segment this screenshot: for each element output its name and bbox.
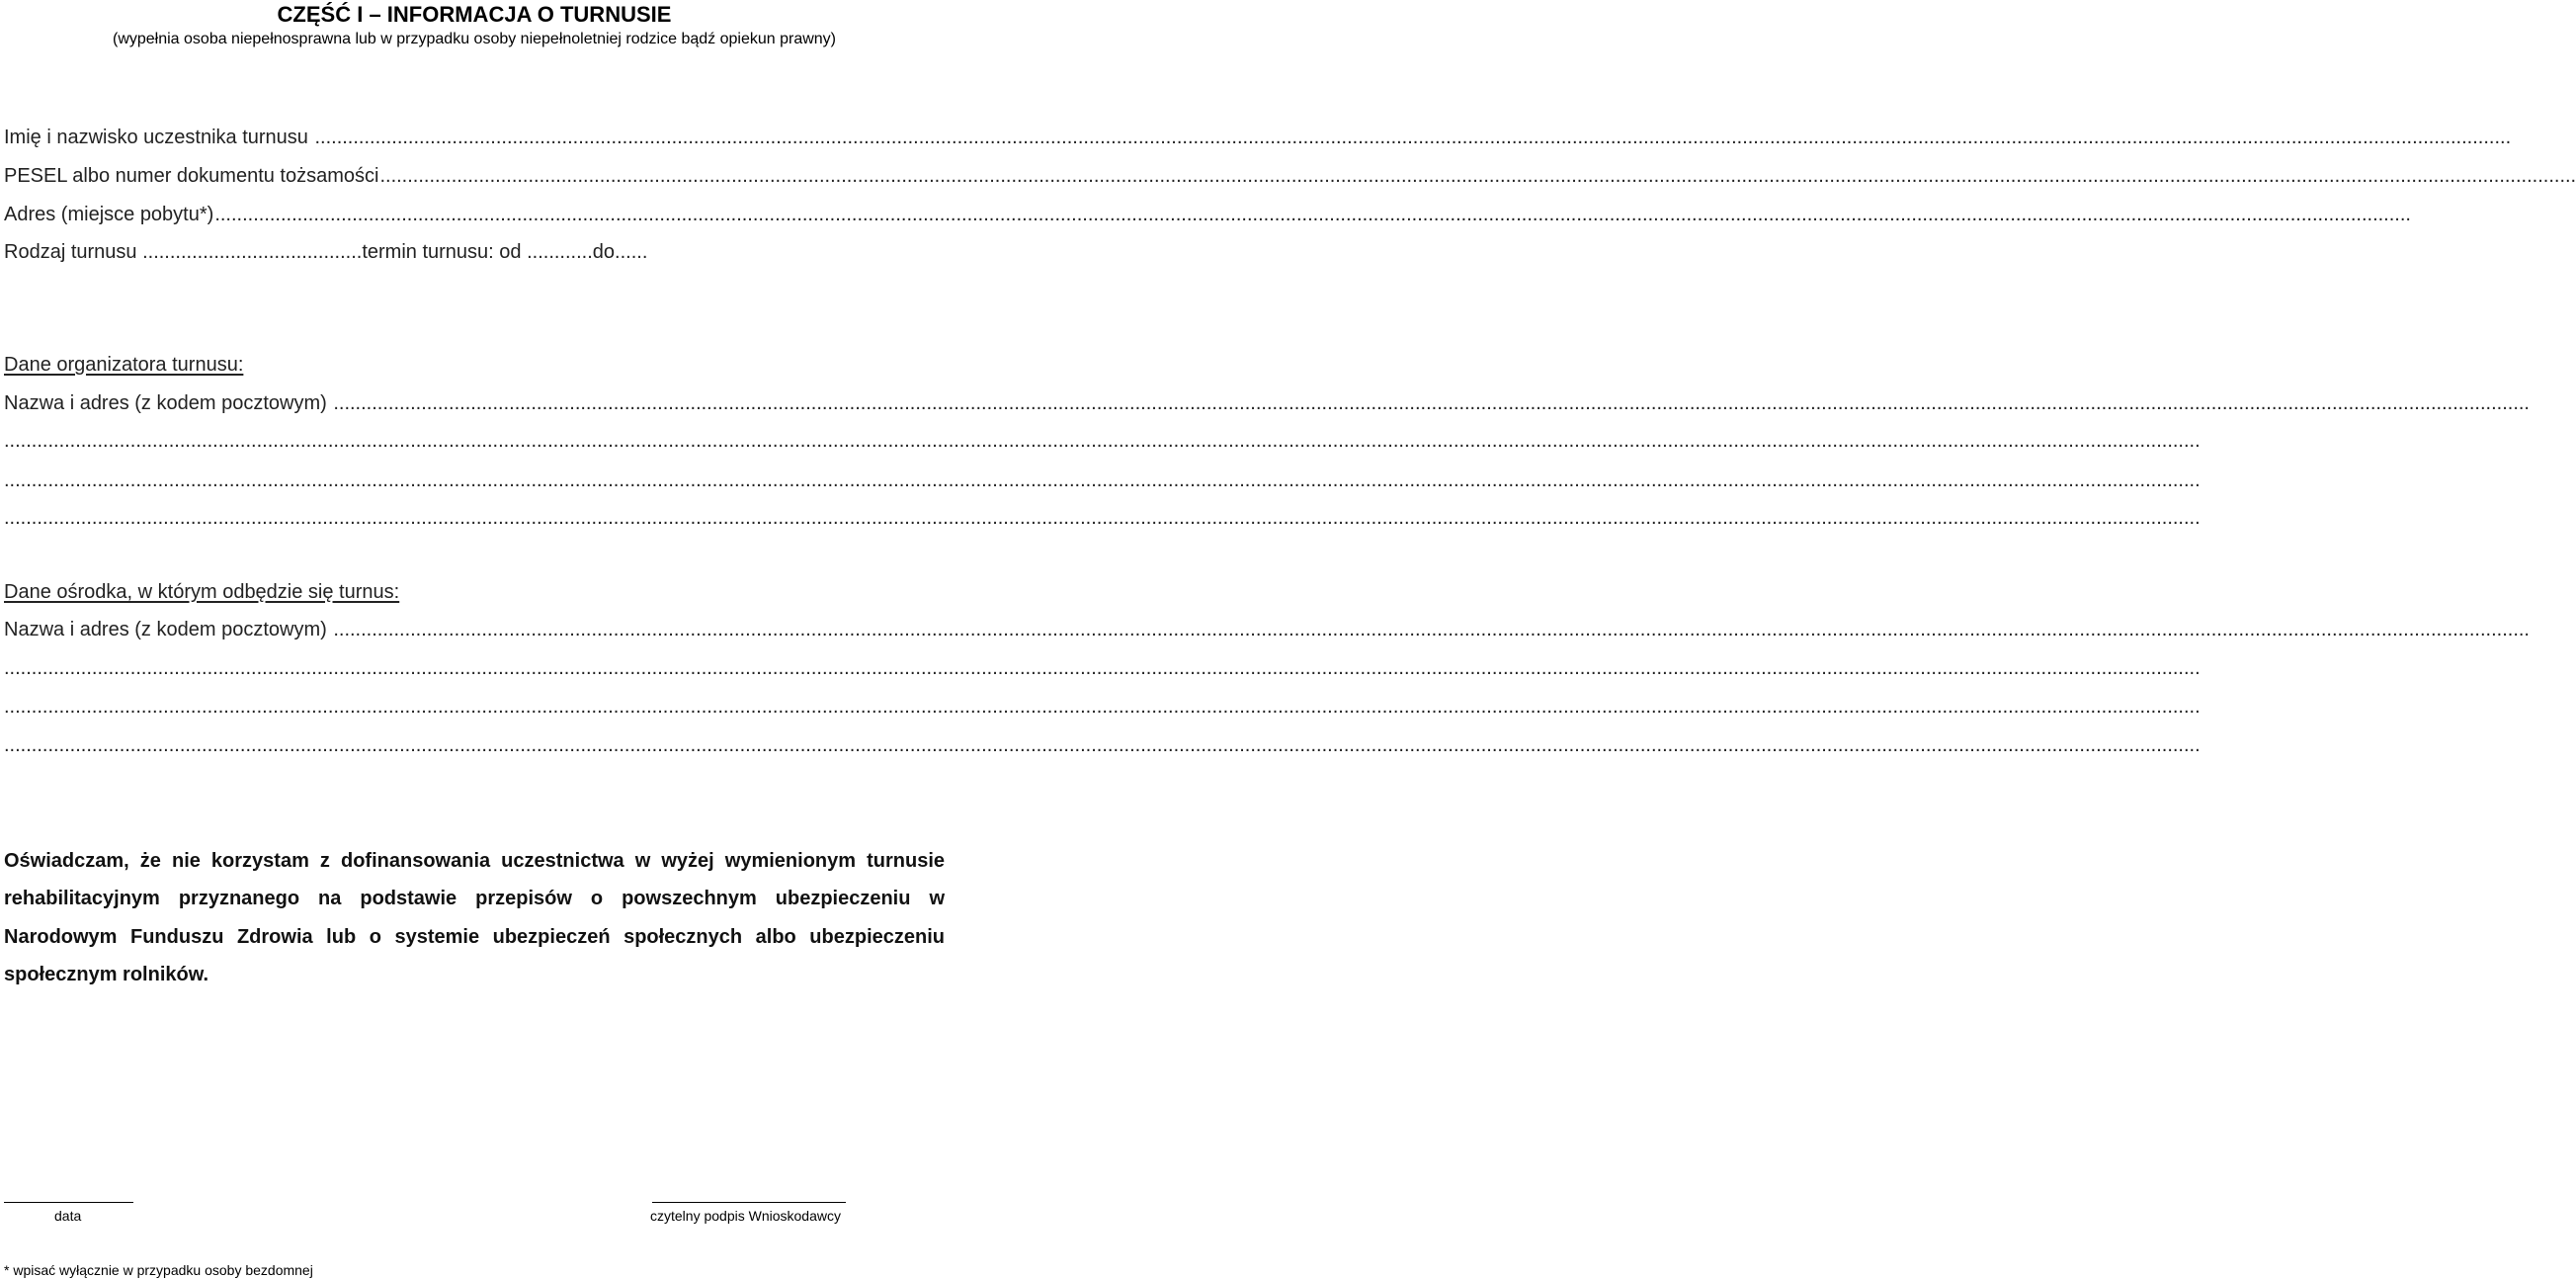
address-field[interactable] — [4, 201, 2411, 228]
declaration-statement: Oświadczam, że nie korzystam z dofinansowania uczestnictwa w wyżej wymienionym turnusie rehabilitacyjnym przyznanego na podstawie przepisów o powszechnym ubezpieczeniu w Narodowym Funduszu Zdrowia lub o systemie ubezpieczeń społecznych albo ubezpieczeniu społecznym rolników. — [4, 850, 945, 985]
turnus-type-field[interactable] — [4, 238, 945, 266]
center-heading: Dane ośrodka, w którym odbędzie się turnus: — [4, 581, 400, 603]
center-address-line-4[interactable] — [4, 731, 2201, 759]
term-to-label: do — [592, 241, 616, 263]
dot-leader-short: ........................................ — [142, 241, 363, 263]
dot-leader: ................................................................................................................................................................................................................................................................................................................................................................................................................ — [4, 430, 2201, 452]
dot-leader-short: ............ — [527, 241, 593, 263]
form-subtitle: (wypełnia osoba niepełnosprawna lub w przypadku osoby niepełnoletniej rodzice bądź opiekun prawny) — [112, 31, 836, 47]
dot-leader: ................................................................................................................................................................................................................................................................................................................................................................................................................ — [379, 165, 2576, 187]
date-signature-line[interactable] — [4, 1202, 133, 1203]
center-address-field[interactable] — [4, 616, 2530, 643]
organizer-address-label: Nazwa i adres (z kodem pocztowym) — [4, 392, 333, 414]
organizer-address-field[interactable] — [4, 389, 2530, 417]
signature-label: czytelny podpis Wnioskodawcy — [650, 1208, 841, 1224]
signature-line[interactable] — [652, 1202, 846, 1203]
dot-leader: ................................................................................................................................................................................................................................................................................................................................................................................................................ — [214, 204, 2411, 225]
center-address-line-3[interactable] — [4, 693, 2201, 721]
trailing-dots: ...... — [615, 241, 648, 263]
turnus-type-label: Rodzaj turnusu — [4, 241, 143, 263]
dot-leader: ................................................................................................................................................................................................................................................................................................................................................................................................................ — [333, 392, 2530, 414]
term-from-label: termin turnusu: od — [362, 241, 528, 263]
dot-leader: ................................................................................................................................................................................................................................................................................................................................................................................................................ — [4, 507, 2201, 529]
dot-leader: ................................................................................................................................................................................................................................................................................................................................................................................................................ — [4, 657, 2201, 679]
organizer-address-line-2[interactable] — [4, 427, 2201, 455]
footnote: * wpisać wyłącznie w przypadku osoby bezdomnej — [4, 1262, 313, 1278]
dot-leader: ................................................................................................................................................................................................................................................................................................................................................................................................................ — [333, 619, 2530, 640]
pesel-field[interactable] — [4, 162, 2576, 190]
organizer-address-line-4[interactable] — [4, 504, 2201, 532]
form-title: CZĘŚĆ I – INFORMACJA O TURNUSIE — [277, 2, 672, 27]
center-address-line-2[interactable] — [4, 654, 2201, 682]
address-label: Adres (miejsce pobytu*) — [4, 204, 214, 225]
dot-leader: ................................................................................................................................................................................................................................................................................................................................................................................................................ — [4, 469, 2201, 491]
organizer-address-line-3[interactable] — [4, 467, 2201, 494]
dot-leader: ................................................................................................................................................................................................................................................................................................................................................................................................................ — [314, 127, 2512, 148]
date-label: data — [54, 1208, 82, 1224]
dot-leader: ................................................................................................................................................................................................................................................................................................................................................................................................................ — [4, 734, 2201, 756]
center-address-label: Nazwa i adres (z kodem pocztowym) — [4, 619, 333, 640]
participant-name-field[interactable] — [4, 124, 2512, 151]
pesel-label: PESEL albo numer dokumentu tożsamości — [4, 165, 379, 187]
organizer-heading: Dane organizatora turnusu: — [4, 354, 244, 376]
participant-name-label: Imię i nazwisko uczestnika turnusu — [4, 127, 314, 148]
dot-leader: ................................................................................................................................................................................................................................................................................................................................................................................................................ — [4, 696, 2201, 718]
